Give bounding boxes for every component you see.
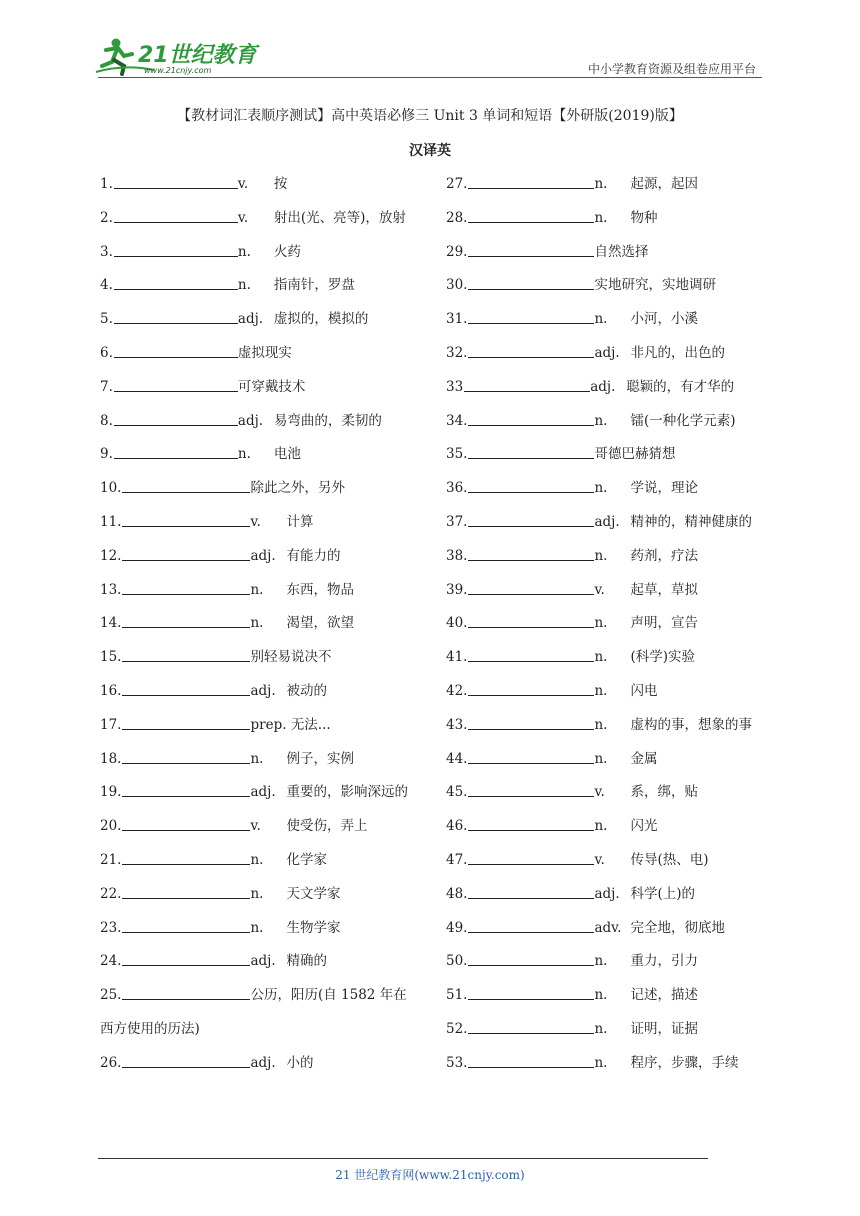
item-meaning: 闪光 — [630, 818, 658, 835]
item-number: 33 — [446, 378, 464, 395]
list-item — [446, 506, 826, 540]
part-of-speech: prep. — [250, 716, 287, 733]
answer-blank[interactable] — [114, 275, 238, 290]
item-number: 4. — [100, 277, 113, 294]
item-meaning: 传导(热、电) — [630, 851, 709, 868]
answer-blank[interactable] — [468, 208, 594, 223]
section-subtitle: 汉译英 — [409, 143, 451, 159]
answer-blank[interactable] — [122, 816, 250, 831]
part-of-speech: n. — [250, 615, 264, 632]
list-item — [100, 405, 480, 439]
answer-blank[interactable] — [122, 647, 250, 662]
part-of-speech: adj. — [250, 953, 276, 970]
list-item — [446, 236, 826, 270]
footer-link[interactable]: 21 世纪教育网(www.21cnjy.com) — [335, 1168, 525, 1182]
list-item — [100, 979, 480, 1013]
item-meaning: 除此之外，另外 — [250, 480, 345, 497]
answer-blank[interactable] — [468, 174, 594, 189]
answer-blank[interactable] — [468, 242, 594, 257]
part-of-speech: n. — [594, 615, 608, 632]
left-column — [100, 168, 480, 1081]
answer-blank[interactable] — [122, 1053, 250, 1068]
item-number: 42. — [446, 682, 468, 699]
list-item — [100, 574, 480, 608]
item-number: 2. — [100, 209, 113, 226]
item-number: 1. — [100, 176, 113, 192]
part-of-speech: n. — [237, 446, 251, 463]
answer-blank[interactable] — [114, 444, 238, 459]
item-number: 40. — [446, 615, 468, 632]
item-meaning: 例子，实例 — [286, 750, 354, 767]
list-item — [100, 540, 480, 574]
item-meaning: 公历，阳历(自 1582 年在 — [250, 987, 407, 1004]
item-meaning: 射出(光、亮等)，放射 — [273, 209, 406, 226]
item-number: 24. — [100, 953, 122, 970]
list-item — [446, 405, 826, 439]
item-meaning: 科学(上)的 — [630, 885, 696, 902]
part-of-speech: adj. — [594, 344, 620, 361]
part-of-speech: n. — [594, 987, 608, 1004]
list-item — [446, 878, 826, 912]
answer-blank[interactable] — [122, 749, 250, 764]
list-item — [446, 574, 826, 608]
runner-logo-icon — [94, 36, 264, 78]
part-of-speech: n. — [594, 1054, 608, 1071]
item-meaning: 记述，描述 — [630, 987, 698, 1004]
item-meaning: 闪电 — [630, 682, 658, 699]
answer-blank[interactable] — [122, 918, 250, 933]
item-number: 23. — [100, 919, 122, 936]
list-item — [446, 168, 826, 202]
answer-blank[interactable] — [122, 884, 250, 899]
item-number: 14. — [100, 615, 122, 632]
answer-blank[interactable] — [122, 850, 250, 865]
part-of-speech: n. — [594, 311, 608, 328]
part-of-speech: v. — [237, 176, 249, 192]
item-number: 21. — [100, 851, 122, 868]
part-of-speech: adj. — [590, 378, 616, 395]
list-item — [100, 371, 480, 405]
item-number: 17. — [100, 716, 122, 733]
answer-blank[interactable] — [468, 816, 594, 831]
list-item — [100, 506, 480, 540]
item-meaning: 实地研究，实地调研 — [594, 277, 716, 294]
item-number: 45. — [446, 784, 468, 801]
list-item — [446, 540, 826, 574]
answer-blank[interactable] — [468, 1053, 594, 1068]
list-item — [100, 810, 480, 844]
part-of-speech: n. — [594, 209, 608, 226]
item-number: 26. — [100, 1054, 122, 1071]
item-number: 51. — [446, 987, 468, 1004]
answer-blank[interactable] — [114, 208, 238, 223]
logo-url: www.21cnjy.com — [144, 66, 212, 75]
answer-blank[interactable] — [468, 512, 594, 527]
item-number: 25. — [100, 987, 122, 1004]
item-number: 15. — [100, 649, 122, 666]
list-item — [446, 810, 826, 844]
answer-blank[interactable] — [468, 343, 594, 358]
list-item — [100, 1047, 480, 1081]
answer-blank[interactable] — [468, 1019, 594, 1034]
item-number: 36. — [446, 480, 468, 497]
item-number: 44. — [446, 750, 468, 767]
list-item — [446, 945, 826, 979]
list-item — [446, 776, 826, 810]
answer-blank[interactable] — [122, 782, 250, 797]
answer-blank[interactable] — [468, 444, 594, 459]
item-meaning: 镭(一种化学元素) — [630, 412, 736, 429]
part-of-speech: v. — [237, 209, 249, 226]
part-of-speech: n. — [594, 480, 608, 497]
item-meaning: 精确的 — [286, 953, 327, 970]
item-number: 9. — [100, 446, 113, 463]
item-meaning: 程序，步骤，手续 — [630, 1054, 739, 1071]
list-item — [100, 202, 480, 236]
answer-blank[interactable] — [122, 546, 250, 561]
list-item — [446, 1013, 826, 1047]
item-meaning: 证明，证据 — [630, 1020, 698, 1037]
header-divider — [98, 77, 762, 78]
list-item — [100, 168, 480, 202]
item-number: 6. — [100, 344, 113, 361]
item-meaning: 使受伤，弄上 — [286, 818, 368, 835]
part-of-speech: adj. — [250, 682, 276, 699]
item-number: 11. — [100, 513, 122, 530]
item-meaning: 有能力的 — [286, 547, 341, 564]
item-number: 38. — [446, 547, 468, 564]
part-of-speech: n. — [250, 885, 264, 902]
list-item — [446, 675, 826, 709]
item-meaning: 重力，引力 — [630, 953, 698, 970]
item-number: 22. — [100, 885, 122, 902]
answer-blank[interactable] — [114, 242, 238, 257]
item-meaning: 渴望，欲望 — [286, 615, 354, 632]
item-meaning: 小的 — [286, 1054, 314, 1071]
item-number: 10. — [100, 480, 122, 497]
answer-blank[interactable] — [468, 546, 594, 561]
item-meaning: 虚拟的，模拟的 — [273, 311, 369, 328]
item-number: 30. — [446, 277, 468, 294]
list-item — [100, 675, 480, 709]
item-meaning: 哥德巴赫猜想 — [594, 446, 676, 463]
list-item — [100, 844, 480, 878]
item-meaning: 完全地，彻底地 — [630, 919, 725, 936]
list-item — [100, 269, 480, 303]
item-number: 34. — [446, 412, 468, 429]
answer-blank[interactable] — [468, 411, 594, 426]
item-number: 46. — [446, 818, 468, 835]
item-number: 32. — [446, 344, 468, 361]
part-of-speech: n. — [594, 1020, 608, 1037]
part-of-speech: v. — [594, 581, 605, 598]
item-meaning: 指南针，罗盘 — [273, 277, 355, 294]
item-number: 37. — [446, 513, 468, 530]
answer-blank[interactable] — [464, 377, 590, 392]
list-item — [100, 912, 480, 946]
item-meaning: 聪颖的，有才华的 — [626, 378, 735, 395]
list-item — [100, 945, 480, 979]
part-of-speech: adj. — [250, 1054, 276, 1071]
item-meaning: 声明，宣告 — [630, 615, 698, 632]
page-title: 【教材词汇表顺序测试】高中英语必修三 Unit 3 单词和短语【外研版(2019)版】 — [177, 108, 683, 124]
list-item — [100, 641, 480, 675]
footer-divider — [98, 1158, 708, 1159]
part-of-speech: n. — [594, 953, 608, 970]
answer-blank[interactable] — [468, 850, 594, 865]
answer-blank[interactable] — [468, 918, 594, 933]
part-of-speech: n. — [594, 682, 608, 699]
list-item-continuation — [100, 1013, 480, 1047]
item-number: 3. — [100, 243, 113, 260]
part-of-speech: n. — [594, 750, 608, 767]
list-item — [100, 776, 480, 810]
item-meaning: 东西，物品 — [286, 581, 354, 598]
item-number: 27. — [446, 176, 468, 192]
list-item — [100, 878, 480, 912]
list-item — [446, 641, 826, 675]
item-meaning: 虚拟现实 — [237, 344, 292, 361]
answer-blank[interactable] — [122, 985, 250, 1000]
item-meaning: 非凡的，出色的 — [630, 344, 725, 361]
item-meaning: 起源，起因 — [630, 176, 698, 192]
answer-blank[interactable] — [468, 580, 594, 595]
part-of-speech: n. — [594, 716, 608, 733]
list-item — [100, 337, 480, 371]
part-of-speech: n. — [250, 581, 264, 598]
item-number: 12. — [100, 547, 122, 564]
item-number: 47. — [446, 851, 468, 868]
item-meaning: 西方使用的历法) — [100, 1020, 200, 1037]
item-meaning: 可穿戴技术 — [237, 378, 306, 395]
item-meaning: (科学)实验 — [630, 649, 696, 666]
answer-blank[interactable] — [122, 951, 250, 966]
item-meaning: 被动的 — [286, 682, 327, 699]
item-meaning: 学说，理论 — [630, 480, 698, 497]
item-number: 29. — [446, 243, 468, 260]
item-number: 8. — [100, 412, 113, 429]
list-item — [100, 303, 480, 337]
list-item — [446, 438, 826, 472]
item-number: 28. — [446, 209, 468, 226]
item-number: 19. — [100, 784, 122, 801]
list-item — [446, 337, 826, 371]
answer-blank[interactable] — [114, 377, 238, 392]
item-meaning: 易弯曲的，柔韧的 — [273, 412, 382, 429]
answer-blank[interactable] — [114, 411, 238, 426]
list-item — [446, 269, 826, 303]
part-of-speech: n. — [250, 851, 264, 868]
item-meaning: 药剂，疗法 — [630, 547, 698, 564]
item-number: 16. — [100, 682, 122, 699]
item-number: 50. — [446, 953, 468, 970]
list-item — [446, 303, 826, 337]
list-item — [446, 371, 826, 405]
item-meaning: 火药 — [273, 243, 301, 260]
logo-text: 21世纪教育 — [138, 43, 257, 68]
item-number: 53. — [446, 1054, 468, 1071]
part-of-speech: n. — [594, 412, 608, 429]
list-item — [446, 844, 826, 878]
header-platform-text: 中小学教育资源及组卷应用平台 — [587, 62, 756, 76]
item-meaning: 计算 — [286, 513, 314, 530]
item-number: 31. — [446, 311, 468, 328]
item-number: 35. — [446, 446, 468, 463]
list-item — [446, 1047, 826, 1081]
answer-blank[interactable] — [122, 580, 250, 595]
list-item — [446, 472, 826, 506]
answer-blank[interactable] — [468, 478, 594, 493]
item-meaning: 化学家 — [286, 851, 327, 868]
answer-blank[interactable] — [468, 613, 594, 628]
right-column — [446, 168, 826, 1081]
item-meaning: 虚构的事，想象的事 — [630, 716, 752, 733]
item-meaning: 按 — [273, 176, 288, 192]
part-of-speech: adj. — [237, 311, 264, 328]
item-meaning: 小河，小溪 — [630, 311, 698, 328]
item-meaning: 起草，草拟 — [630, 581, 698, 598]
item-number: 5. — [100, 311, 113, 328]
item-meaning: 别轻易说决不 — [250, 649, 332, 666]
part-of-speech: n. — [594, 547, 608, 564]
item-meaning: 电池 — [273, 446, 301, 463]
part-of-speech: adj. — [594, 513, 620, 530]
list-item — [100, 236, 480, 270]
answer-blank[interactable] — [122, 715, 250, 730]
item-meaning: 精神的，精神健康的 — [630, 513, 752, 530]
item-number: 52. — [446, 1020, 468, 1037]
item-number: 7. — [100, 378, 113, 395]
item-number: 39. — [446, 581, 468, 598]
item-meaning: 物种 — [630, 209, 658, 226]
part-of-speech: n. — [594, 818, 608, 835]
part-of-speech: adj. — [594, 885, 620, 902]
list-item — [100, 438, 480, 472]
answer-blank[interactable] — [122, 681, 250, 696]
list-item — [446, 743, 826, 777]
part-of-speech: adv. — [594, 919, 622, 936]
item-meaning: 重要的，影响深远的 — [286, 784, 408, 801]
part-of-speech: adj. — [250, 547, 276, 564]
part-of-speech: v. — [250, 513, 261, 530]
answer-blank[interactable] — [468, 647, 594, 662]
part-of-speech: n. — [237, 243, 251, 260]
list-item — [446, 607, 826, 641]
answer-blank[interactable] — [468, 681, 594, 696]
answer-blank[interactable] — [468, 782, 594, 797]
item-number: 49. — [446, 919, 468, 936]
answer-blank[interactable] — [122, 478, 250, 493]
answer-blank[interactable] — [468, 884, 594, 899]
item-number: 18. — [100, 750, 122, 767]
item-meaning: 无法... — [290, 716, 331, 733]
item-number: 13. — [100, 581, 122, 598]
item-meaning: 天文学家 — [286, 885, 341, 902]
answer-blank[interactable] — [468, 309, 594, 324]
list-item — [100, 607, 480, 641]
answer-blank[interactable] — [122, 613, 250, 628]
item-number: 43. — [446, 716, 468, 733]
item-meaning: 金属 — [630, 750, 658, 767]
part-of-speech: n. — [237, 277, 251, 294]
part-of-speech: v. — [594, 851, 605, 868]
part-of-speech: v. — [594, 784, 605, 801]
site-logo — [94, 36, 264, 78]
list-item — [100, 709, 480, 743]
part-of-speech: n. — [250, 750, 264, 767]
part-of-speech: adj. — [237, 412, 264, 429]
item-number: 48. — [446, 885, 468, 902]
answer-blank[interactable] — [468, 951, 594, 966]
answer-blank[interactable] — [468, 275, 594, 290]
answer-blank[interactable] — [468, 749, 594, 764]
part-of-speech: n. — [594, 649, 608, 666]
answer-blank[interactable] — [114, 309, 238, 324]
part-of-speech: n. — [250, 919, 264, 936]
list-item — [100, 743, 480, 777]
item-meaning: 自然选择 — [594, 243, 649, 260]
list-item — [446, 202, 826, 236]
item-number: 20. — [100, 818, 122, 835]
answer-blank[interactable] — [468, 715, 594, 730]
part-of-speech: n. — [594, 176, 608, 192]
answer-blank[interactable] — [122, 512, 250, 527]
answer-blank[interactable] — [468, 985, 594, 1000]
part-of-speech: adj. — [250, 784, 276, 801]
part-of-speech: v. — [250, 818, 261, 835]
list-item — [446, 979, 826, 1013]
list-item — [446, 912, 826, 946]
item-meaning: 生物学家 — [286, 919, 341, 936]
answer-blank[interactable] — [114, 343, 238, 358]
list-item — [100, 472, 480, 506]
item-number: 41. — [446, 649, 468, 666]
item-meaning: 系，绑，贴 — [630, 784, 698, 801]
list-item — [446, 709, 826, 743]
answer-blank[interactable] — [114, 174, 238, 189]
